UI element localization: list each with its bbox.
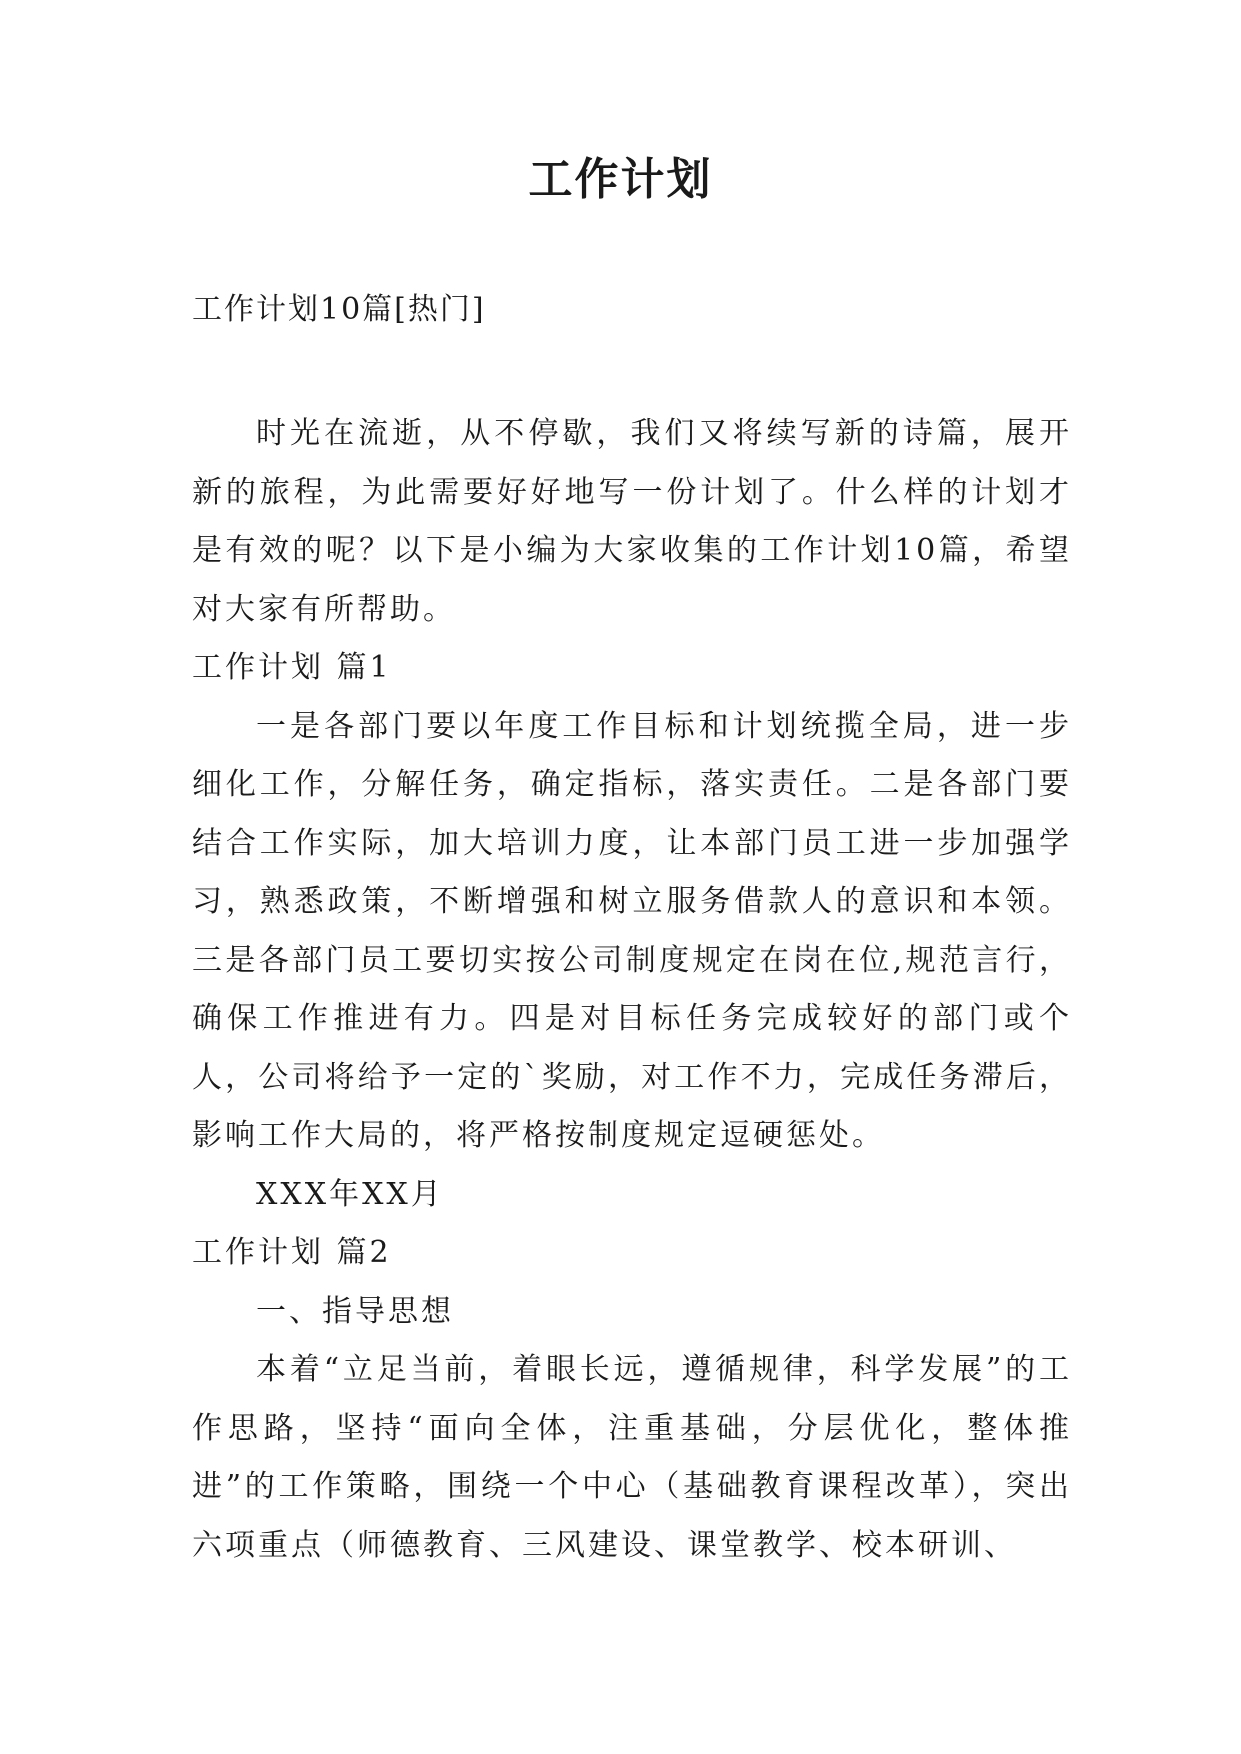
- section-1-paragraph: 一是各部门要以年度工作目标和计划统揽全局，进一步细化工作，分解任务，确定指标，落实责任。二是各部门要结合工作实际，加大培训力度，让本部门员工进一步加强学习，熟悉政策，不断增强和树立服务借款人的意识和本领。三是各部门员工要切实按公司制度规定在岗在位,规范言行，确保工作推进有力。四是对目标任务完成较好的部门或个人，公司将给予一定的`奖励，对工作不力，完成任务滞后，影响工作大局的，将严格按制度规定逗硬惩处。: [192, 708, 1072, 1153]
- section-1-date: XXX年XX月: [256, 1176, 444, 1212]
- document-subtitle: 工作计划10篇[热门]: [192, 292, 486, 327]
- intro-paragraph: 时光在流逝，从不停歇，我们又将续写新的诗篇，展开新的旅程，为此需要好好地写一份计划了。什么样的计划才是有效的呢？以下是小编为大家收集的工作计划10篇，希望对大家有所帮助。: [192, 416, 1072, 627]
- section-1-heading: 工作计划 篇1: [192, 650, 392, 685]
- section-2-subheading: 一、指导思想: [256, 1293, 454, 1329]
- document-body: [192, 405, 1072, 1575]
- document-title: 工作计划: [528, 154, 713, 205]
- section-2-heading: 工作计划 篇2: [192, 1235, 392, 1270]
- section-2-paragraph: 本着“立足当前，着眼长远，遵循规律，科学发展”的工作思路，坚持“面向全体，注重基础，分层优化，整体推进”的工作策略，围绕一个中心（基础教育课程改革），突出六项重点（师德教育、三风建设、课堂教学、校本研训、: [192, 1352, 1072, 1563]
